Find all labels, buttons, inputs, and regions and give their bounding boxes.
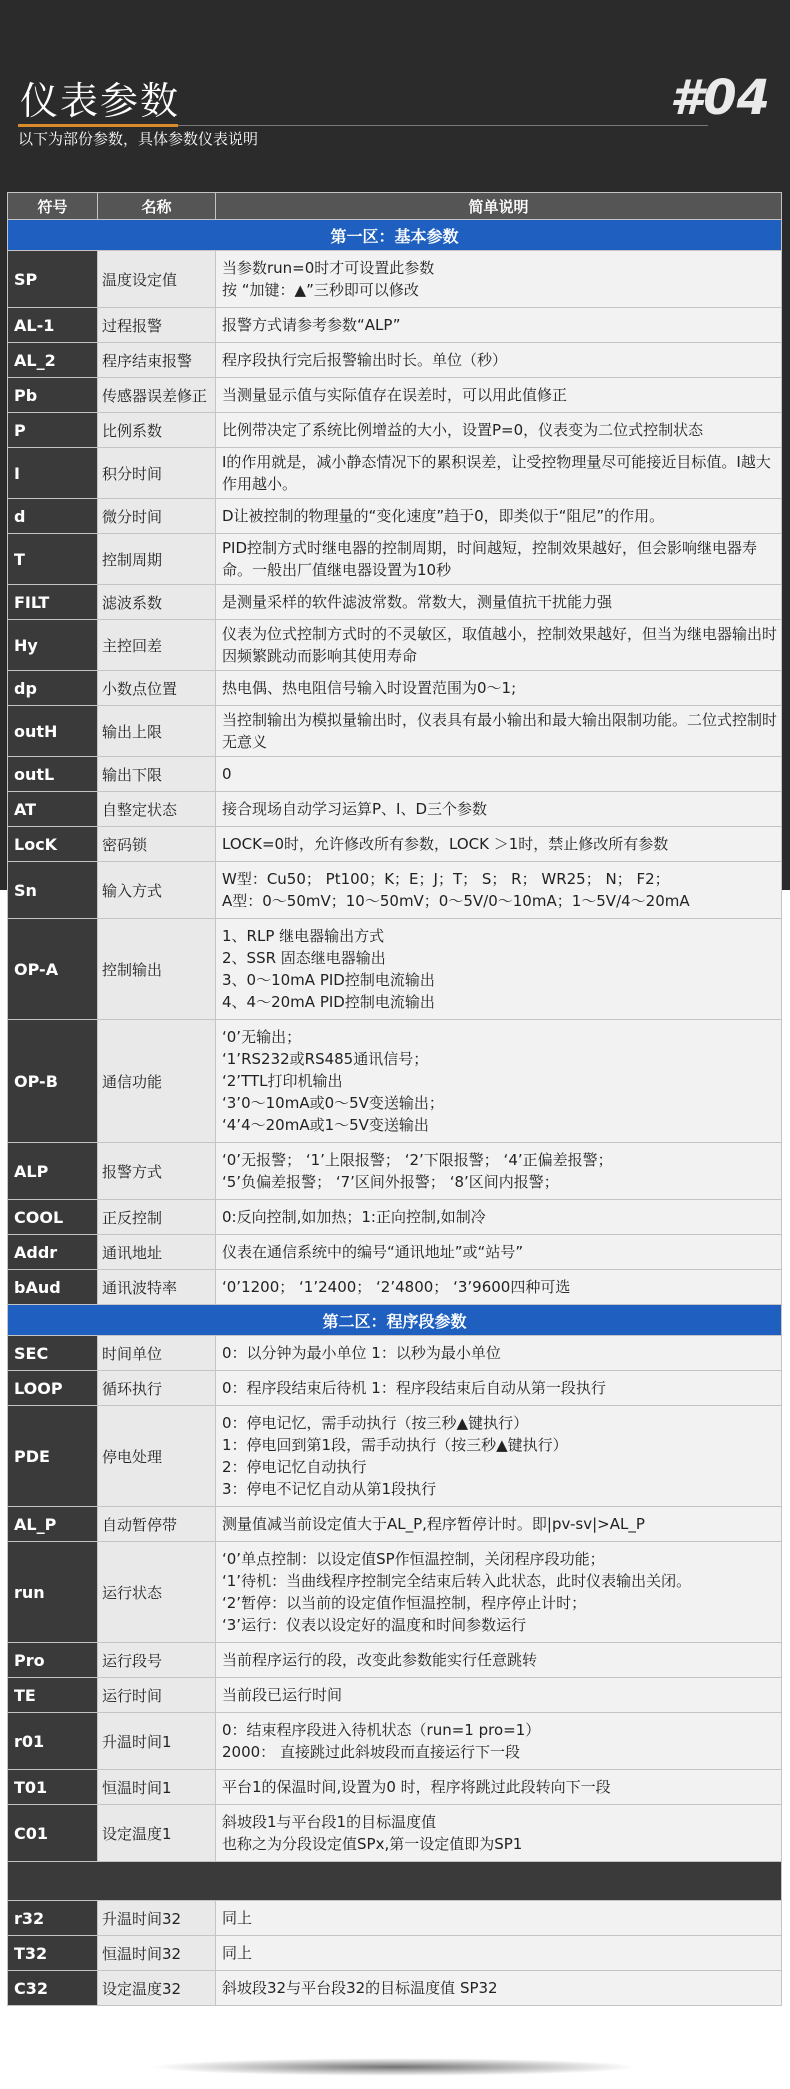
parameter-code: r32 [8,1901,98,1936]
section-title: 第二区：程序段参数 [8,1305,782,1336]
table-row [8,343,782,378]
parameter-name: 输入方式 [98,862,216,919]
parameter-description: 比例带决定了系统比例增益的大小，设置P=0，仪表变为二位式控制状态 [216,413,782,448]
parameter-name: 设定温度1 [98,1805,216,1862]
column-header-description: 简单说明 [216,193,782,220]
parameter-name: 循环执行 [98,1371,216,1406]
table-row [8,413,782,448]
section-header-row [8,220,782,251]
parameter-description: I的作用就是，减小静态情况下的累积误差，让受控物理量尽可能接近目标值。I越大作用越小。 [216,448,782,499]
parameter-name: 控制周期 [98,534,216,585]
table-row [8,1542,782,1643]
parameter-name: 正反控制 [98,1200,216,1235]
parameter-description: 程序段执行完后报警输出时长。单位（秒） [216,343,782,378]
table-row [8,757,782,792]
table-row [8,620,782,671]
bottom-shadow [150,2058,640,2076]
parameter-code: dp [8,671,98,706]
table-row [8,1143,782,1200]
parameter-description: LOCK=0时，允许修改所有参数，LOCK ＞1时，禁止修改所有参数 [216,827,782,862]
parameter-name: 通讯波特率 [98,1270,216,1305]
parameter-name: 滤波系数 [98,585,216,620]
parameter-code: C32 [8,1971,98,2006]
parameter-name: 运行时间 [98,1678,216,1713]
parameter-description: 斜坡段1与平台段1的目标温度值 也称之为分段设定值SPx,第一设定值即为SP1 [216,1805,782,1862]
parameter-name: 密码锁 [98,827,216,862]
parameter-description: W型：Cu50； Pt100；K；E；J；T； S； R； WR25； N； F2； A型：0～50mV；10～50mV；0～5V/0～10mA；1～5V/4～20mA [216,862,782,919]
parameter-code: bAud [8,1270,98,1305]
parameter-description: 报警方式请参考参数“ALP” [216,308,782,343]
parameter-name: 升温时间1 [98,1713,216,1770]
parameter-name: 运行段号 [98,1643,216,1678]
table-row [8,1936,782,1971]
parameter-name: 停电处理 [98,1406,216,1507]
title-divider-line [178,125,708,126]
table-header-row [8,193,782,220]
title-accent-underline [18,124,178,127]
section-header-row [8,1305,782,1336]
parameter-code: AT [8,792,98,827]
parameter-code: SP [8,251,98,308]
table-row [8,1235,782,1270]
parameter-description: 仪表在通信系统中的编号“通讯地址”或“站号” [216,1235,782,1270]
parameter-description: 同上 [216,1901,782,1936]
table-row [8,448,782,499]
parameter-name: 控制输出 [98,919,216,1020]
parameter-description: ‘0’1200； ‘1’2400； ‘2’4800； ‘3’9600四种可选 [216,1270,782,1305]
table-row [8,251,782,308]
parameter-description: 当测量显示值与实际值存在误差时，可以用此值修正 [216,378,782,413]
parameter-code: I [8,448,98,499]
table-row [8,919,782,1020]
table-row [8,1406,782,1507]
parameter-name: 小数点位置 [98,671,216,706]
parameter-code: AL_2 [8,343,98,378]
parameter-code: PDE [8,1406,98,1507]
parameter-description: 仪表为位式控制方式时的不灵敏区，取值越小，控制效果越好，但当为继电器输出时因频繁跳动而影响其使用寿命 [216,620,782,671]
parameter-code: FILT [8,585,98,620]
parameter-code: OP-A [8,919,98,1020]
parameter-description: 0：程序段结束后待机 1：程序段结束后自动从第一段执行 [216,1371,782,1406]
table-body [8,220,782,2006]
parameter-code: d [8,499,98,534]
parameter-description: 热电偶、热电阻信号输入时设置范围为0～1; [216,671,782,706]
parameter-name: 输出上限 [98,706,216,757]
table-row [8,534,782,585]
parameter-code: P [8,413,98,448]
table-row [8,499,782,534]
parameter-code: Sn [8,862,98,919]
parameter-code: T01 [8,1770,98,1805]
table-row [8,1270,782,1305]
parameter-description: 同上 [216,1936,782,1971]
table-row [8,1507,782,1542]
table-row [8,1371,782,1406]
parameter-description: 当控制输出为模拟量输出时，仪表具有最小输出和最大输出限制功能。二位式控制时无意义 [216,706,782,757]
parameter-name: 传感器误差修正 [98,378,216,413]
parameter-name: 积分时间 [98,448,216,499]
parameter-code: outL [8,757,98,792]
parameter-description: 0：结束程序段进入待机状态（run=1 pro=1） 2000： 直接跳过此斜坡段而直接运行下一段 [216,1713,782,1770]
page-header [0,0,790,190]
parameter-name: 设定温度32 [98,1971,216,2006]
table-row [8,1336,782,1371]
parameter-description: ‘0’单点控制：以设定值SP作恒温控制，关闭程序段功能； ‘1’待机：当曲线程序控制完全结束后转入此状态，此时仪表输出关闭。 ‘2’暂停：以当前的设定值作恒温控制，程序停止计时； ‘3’运行：仪表以设定好的温度和时间参数运行 [216,1542,782,1643]
parameter-name: 报警方式 [98,1143,216,1200]
parameter-description: 是测量采样的软件滤波常数。常数大，测量值抗干扰能力强 [216,585,782,620]
table-row [8,1770,782,1805]
column-header-name: 名称 [98,193,216,220]
parameter-name: 自动暂停带 [98,1507,216,1542]
parameter-name: 主控回差 [98,620,216,671]
parameter-name: 恒温时间1 [98,1770,216,1805]
parameter-description: 当前程序运行的段，改变此参数能实行任意跳转 [216,1643,782,1678]
page-title: 仪表参数 [20,79,181,123]
parameter-description: 平台1的保温时间,设置为0 时，程序将跳过此段转向下一段 [216,1770,782,1805]
parameter-code: run [8,1542,98,1643]
parameter-name: 时间单位 [98,1336,216,1371]
parameter-name: 温度设定值 [98,251,216,308]
parameter-code: OP-B [8,1020,98,1143]
parameter-description: 0:反向控制,如加热；1:正向控制,如制冷 [216,1200,782,1235]
parameter-code: r01 [8,1713,98,1770]
parameter-code: Addr [8,1235,98,1270]
parameter-code: AL-1 [8,308,98,343]
parameter-name: 过程报警 [98,308,216,343]
parameter-code: LocK [8,827,98,862]
table-row [8,1805,782,1862]
parameter-description: PID控制方式时继电器的控制周期，时间越短，控制效果越好，但会影响继电器寿命。一般出厂值继电器设置为10秒 [216,534,782,585]
parameter-code: AL_P [8,1507,98,1542]
parameter-code: T [8,534,98,585]
parameter-description: ‘0’无输出； ‘1’RS232或RS485通讯信号； ‘2’TTL打印机输出 ‘3’0～10mA或0～5V变送输出； ‘4’4～20mA或1～5V变送输出 [216,1020,782,1143]
parameter-code: outH [8,706,98,757]
table-row [8,862,782,919]
section-gap [8,1862,782,1901]
parameter-code: SEC [8,1336,98,1371]
parameter-name: 自整定状态 [98,792,216,827]
parameter-name: 微分时间 [98,499,216,534]
parameter-table-container [7,192,781,2006]
parameter-description: 0 [216,757,782,792]
page-subtitle: 以下为部份参数，具体参数仪表说明 [18,130,259,148]
column-header-code: 符号 [8,193,98,220]
parameter-code: COOL [8,1200,98,1235]
parameter-name: 通信功能 [98,1020,216,1143]
table-row [8,1643,782,1678]
table-row [8,671,782,706]
parameter-description: 0：以分钟为最小单位 1：以秒为最小单位 [216,1336,782,1371]
table-row [8,706,782,757]
table-row [8,308,782,343]
table-row [8,585,782,620]
parameter-code: Hy [8,620,98,671]
parameter-code: TE [8,1678,98,1713]
parameter-name: 恒温时间32 [98,1936,216,1971]
parameter-code: Pb [8,378,98,413]
table-row [8,1971,782,2006]
parameter-code: T32 [8,1936,98,1971]
table-row [8,792,782,827]
section-gap-row [8,1862,782,1901]
parameter-name: 输出下限 [98,757,216,792]
parameter-name: 比例系数 [98,413,216,448]
table-row [8,378,782,413]
parameter-description: 斜坡段32与平台段32的目标温度值 SP32 [216,1971,782,2006]
section-number: #04 [669,70,770,126]
parameter-name: 升温时间32 [98,1901,216,1936]
parameter-description: 测量值减当前设定值大于AL_P,程序暂停计时。即|pv-sv|>AL_P [216,1507,782,1542]
section-title: 第一区：基本参数 [8,220,782,251]
table-row [8,1678,782,1713]
table-row [8,1020,782,1143]
parameter-description: 1、RLP 继电器输出方式 2、SSR 固态继电器输出 3、0～10mA PID控制电流输出 4、4～20mA PID控制电流输出 [216,919,782,1020]
parameter-table [7,192,782,2006]
parameter-name: 程序结束报警 [98,343,216,378]
parameter-description: 接合现场自动学习运算P、I、D三个参数 [216,792,782,827]
parameter-code: ALP [8,1143,98,1200]
parameter-name: 运行状态 [98,1542,216,1643]
parameter-code: LOOP [8,1371,98,1406]
parameter-description: ‘0’无报警； ‘1’上限报警； ‘2’下限报警； ‘4’正偏差报警； ‘5’负偏差报警； ‘7’区间外报警； ‘8’区间内报警； [216,1143,782,1200]
table-row [8,1713,782,1770]
parameter-description: 当前段已运行时间 [216,1678,782,1713]
parameter-description: 0：停电记忆，需手动执行（按三秒▲键执行） 1：停电回到第1段，需手动执行（按三秒▲键执行） 2：停电记忆自动执行 3：停电不记忆自动从第1段执行 [216,1406,782,1507]
table-row [8,1901,782,1936]
parameter-description: 当参数run=0时才可设置此参数 按 “加键：▲”三秒即可以修改 [216,251,782,308]
parameter-name: 通讯地址 [98,1235,216,1270]
table-row [8,1200,782,1235]
parameter-code: Pro [8,1643,98,1678]
parameter-code: C01 [8,1805,98,1862]
table-row [8,827,782,862]
parameter-description: D让被控制的物理量的“变化速度”趋于0，即类似于“阻尼”的作用。 [216,499,782,534]
